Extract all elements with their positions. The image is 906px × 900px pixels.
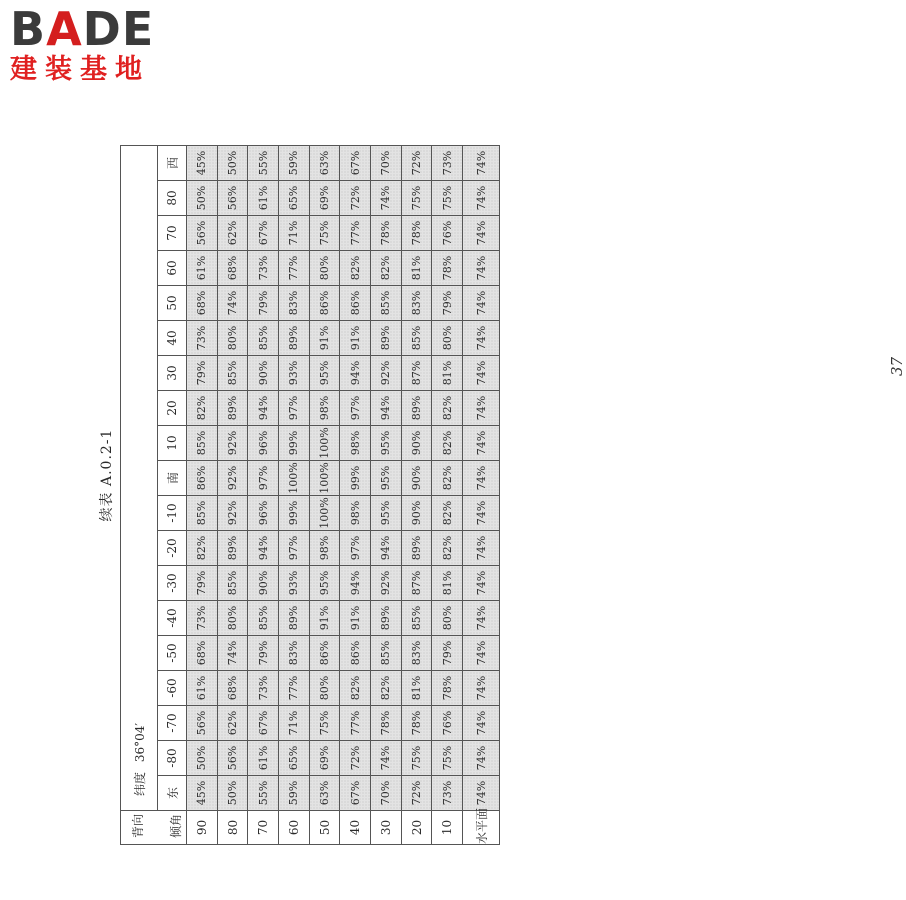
table-cell: 74%	[463, 321, 500, 356]
table-cell: 79%	[187, 356, 218, 391]
table-cell: 67%	[340, 776, 371, 811]
table-cell: 63%	[309, 146, 340, 181]
table-cell: 61%	[248, 181, 279, 216]
table-cell: 85%	[248, 601, 279, 636]
direction-header: 30	[158, 356, 187, 391]
table-cell: 79%	[248, 636, 279, 671]
table-cell: 79%	[432, 636, 463, 671]
table-cell: 65%	[279, 181, 310, 216]
table-cell: 75%	[401, 741, 432, 776]
table-row	[248, 146, 279, 845]
table-cell: 89%	[279, 321, 310, 356]
table-cell: 92%	[217, 426, 248, 461]
table-cell: 92%	[371, 356, 402, 391]
table-cell: 98%	[340, 496, 371, 531]
table-cell: 97%	[340, 391, 371, 426]
table-cell: 74%	[371, 741, 402, 776]
table-cell: 72%	[340, 741, 371, 776]
table-cell: 61%	[187, 671, 218, 706]
table-cell: 74%	[463, 251, 500, 286]
table-cell: 83%	[401, 636, 432, 671]
table-cell: 90%	[401, 496, 432, 531]
table-cell: 68%	[187, 636, 218, 671]
table-cell: 82%	[371, 251, 402, 286]
table-cell: 91%	[340, 601, 371, 636]
table-cell: 72%	[401, 776, 432, 811]
table-cell: 93%	[279, 566, 310, 601]
table-cell: 77%	[279, 251, 310, 286]
table-cell: 74%	[217, 286, 248, 321]
table-cell: 85%	[187, 496, 218, 531]
table-cell: 85%	[217, 566, 248, 601]
table-cell: 74%	[463, 461, 500, 496]
table-cell: 90%	[248, 356, 279, 391]
table-cell: 73%	[432, 146, 463, 181]
table-cell: 78%	[371, 216, 402, 251]
table-cell: 89%	[279, 601, 310, 636]
table-cell: 95%	[371, 461, 402, 496]
table-cell: 89%	[217, 391, 248, 426]
table-cell: 63%	[309, 776, 340, 811]
table-cell: 81%	[401, 251, 432, 286]
table-cell: 80%	[309, 671, 340, 706]
table-cell: 74%	[463, 776, 500, 811]
table-cell: 74%	[463, 741, 500, 776]
table-cell: 79%	[432, 286, 463, 321]
table-cell: 80%	[432, 321, 463, 356]
row-label: 90	[187, 811, 218, 845]
table-cell: 97%	[279, 531, 310, 566]
direction-header: -50	[158, 636, 187, 671]
table-cell: 76%	[432, 706, 463, 741]
table-cell: 74%	[463, 671, 500, 706]
table-cell: 91%	[309, 321, 340, 356]
table-row	[432, 146, 463, 845]
table-cell: 79%	[248, 286, 279, 321]
table-cell: 69%	[309, 741, 340, 776]
table-cell: 80%	[309, 251, 340, 286]
table-cell: 68%	[217, 251, 248, 286]
direction-header: 50	[158, 286, 187, 321]
table-cell: 56%	[217, 741, 248, 776]
table-cell: 89%	[371, 321, 402, 356]
brand-logo	[10, 4, 154, 86]
table-cell: 74%	[463, 216, 500, 251]
row-label: 40	[340, 811, 371, 845]
direction-header: -20	[158, 531, 187, 566]
table-cell: 59%	[279, 146, 310, 181]
row-label: 10	[432, 811, 463, 845]
table-cell: 94%	[371, 391, 402, 426]
table-cell: 89%	[217, 531, 248, 566]
table-row	[340, 146, 371, 845]
table-cell: 83%	[279, 636, 310, 671]
table-row	[309, 146, 340, 845]
latitude-label: 纬度	[132, 771, 147, 796]
table-row	[279, 146, 310, 845]
table-cell: 68%	[187, 286, 218, 321]
table-cell: 67%	[248, 706, 279, 741]
table-cell: 83%	[279, 286, 310, 321]
table-cell: 85%	[401, 601, 432, 636]
table-row	[217, 146, 248, 845]
table-cell: 74%	[217, 636, 248, 671]
table-cell: 87%	[401, 356, 432, 391]
table-cell: 91%	[309, 601, 340, 636]
direction-header: -60	[158, 671, 187, 706]
direction-header: 40	[158, 321, 187, 356]
table-cell: 86%	[187, 461, 218, 496]
table-cell: 78%	[371, 706, 402, 741]
table-cell: 100%	[309, 461, 340, 496]
table-cell: 82%	[340, 251, 371, 286]
table-cell: 97%	[279, 391, 310, 426]
table-cell: 81%	[401, 671, 432, 706]
table-cell: 90%	[401, 426, 432, 461]
table-cell: 100%	[279, 461, 310, 496]
table-cell: 92%	[217, 496, 248, 531]
table-cell: 50%	[187, 741, 218, 776]
table-cell: 78%	[401, 706, 432, 741]
row-label: 20	[401, 811, 432, 845]
table-cell: 93%	[279, 356, 310, 391]
table-cell: 75%	[309, 706, 340, 741]
direction-header: 80	[158, 181, 187, 216]
direction-header: -70	[158, 706, 187, 741]
page-number: 37	[888, 356, 906, 376]
table-cell: 98%	[340, 426, 371, 461]
table-cell: 82%	[432, 391, 463, 426]
table-cell: 95%	[309, 566, 340, 601]
corner-top-label: 背向	[131, 813, 145, 838]
latitude-header	[121, 146, 158, 811]
table-cell: 74%	[463, 531, 500, 566]
data-table	[120, 145, 500, 845]
latitude-value: 36°04′	[132, 722, 147, 763]
table-cell: 73%	[248, 251, 279, 286]
table-cell: 82%	[187, 391, 218, 426]
table-cell: 50%	[217, 776, 248, 811]
table-cell: 92%	[371, 566, 402, 601]
table-cell: 82%	[432, 496, 463, 531]
table-cell: 73%	[432, 776, 463, 811]
direction-header: 20	[158, 391, 187, 426]
table-cell: 74%	[463, 146, 500, 181]
table-cell: 78%	[432, 671, 463, 706]
table-cell: 98%	[309, 391, 340, 426]
table-cell: 82%	[187, 531, 218, 566]
table-cell: 67%	[248, 216, 279, 251]
table-row	[463, 146, 500, 845]
table-cell: 94%	[248, 531, 279, 566]
table-cell: 56%	[217, 181, 248, 216]
table-cell: 70%	[371, 146, 402, 181]
table-cell: 73%	[187, 321, 218, 356]
table-cell: 74%	[463, 636, 500, 671]
table-cell: 73%	[248, 671, 279, 706]
table-cell: 99%	[279, 496, 310, 531]
table-row	[401, 146, 432, 845]
direction-header: -10	[158, 496, 187, 531]
direction-header: 70	[158, 216, 187, 251]
table-cell: 68%	[217, 671, 248, 706]
table-cell: 80%	[217, 601, 248, 636]
table-cell: 78%	[432, 251, 463, 286]
table-cell: 86%	[309, 286, 340, 321]
table-cell: 70%	[371, 776, 402, 811]
table-cell: 74%	[463, 181, 500, 216]
table-cell: 74%	[463, 286, 500, 321]
table-cell: 59%	[279, 776, 310, 811]
table-cell: 74%	[463, 356, 500, 391]
table-cell: 71%	[279, 706, 310, 741]
table-cell: 85%	[248, 321, 279, 356]
table-cell: 85%	[401, 321, 432, 356]
table-cell: 75%	[401, 181, 432, 216]
table-cell: 87%	[401, 566, 432, 601]
table-cell: 95%	[371, 426, 402, 461]
table-caption: 续表 A.0.2-1	[99, 428, 115, 522]
table-cell: 74%	[463, 496, 500, 531]
table-cell: 61%	[248, 741, 279, 776]
table-cell: 79%	[187, 566, 218, 601]
direction-header-row	[158, 146, 187, 845]
table-cell: 80%	[217, 321, 248, 356]
table-cell: 75%	[309, 216, 340, 251]
row-label: 60	[279, 811, 310, 845]
logo-letter: D	[82, 2, 122, 56]
table-cell: 94%	[340, 566, 371, 601]
table-cell: 77%	[279, 671, 310, 706]
table-cell: 65%	[279, 741, 310, 776]
table-cell: 94%	[248, 391, 279, 426]
table-cell: 100%	[309, 426, 340, 461]
table-cell: 86%	[340, 286, 371, 321]
logo-wordmark	[10, 4, 154, 54]
table-cell: 95%	[371, 496, 402, 531]
table-cell: 85%	[187, 426, 218, 461]
row-label: 70	[248, 811, 279, 845]
direction-header: -40	[158, 601, 187, 636]
table-cell: 74%	[371, 181, 402, 216]
table-cell: 91%	[340, 321, 371, 356]
table-cell: 74%	[463, 601, 500, 636]
table-cell: 82%	[340, 671, 371, 706]
table-cell: 55%	[248, 146, 279, 181]
table-cell: 94%	[371, 531, 402, 566]
table-cell: 100%	[309, 496, 340, 531]
table-cell: 85%	[217, 356, 248, 391]
table-cell: 50%	[187, 181, 218, 216]
table-cell: 45%	[187, 146, 218, 181]
table-cell: 83%	[401, 286, 432, 321]
direction-header: 60	[158, 251, 187, 286]
table-cell: 73%	[187, 601, 218, 636]
direction-header: 南	[158, 461, 187, 496]
direction-header: -80	[158, 741, 187, 776]
table-cell: 80%	[432, 601, 463, 636]
row-label: 80	[217, 811, 248, 845]
logo-letter: B	[10, 2, 47, 56]
table-cell: 62%	[217, 216, 248, 251]
row-label: 50	[309, 811, 340, 845]
logo-subtitle: 建装基地	[10, 54, 150, 85]
table-cell: 77%	[340, 706, 371, 741]
table-cell: 89%	[401, 391, 432, 426]
table-cell: 76%	[432, 216, 463, 251]
table-cell: 67%	[340, 146, 371, 181]
table-cell: 69%	[309, 181, 340, 216]
table-cell: 50%	[217, 146, 248, 181]
corner-header	[121, 811, 187, 845]
table-cell: 71%	[279, 216, 310, 251]
table-cell: 85%	[371, 286, 402, 321]
table-cell: 85%	[371, 636, 402, 671]
logo-letter-accent: A	[46, 2, 83, 56]
table-cell: 55%	[248, 776, 279, 811]
rotated-page-content	[80, 90, 906, 860]
table-cell: 62%	[217, 706, 248, 741]
table-cell: 89%	[371, 601, 402, 636]
corner-row-label: 倾角	[169, 813, 183, 838]
table-cell: 94%	[340, 356, 371, 391]
table-cell: 56%	[187, 216, 218, 251]
logo-letter: E	[121, 2, 155, 56]
table-cell: 75%	[432, 181, 463, 216]
table-cell: 81%	[432, 356, 463, 391]
row-label: 水平面	[463, 811, 500, 845]
table-cell: 82%	[432, 426, 463, 461]
table-cell: 61%	[187, 251, 218, 286]
direction-header: 西	[158, 146, 187, 181]
table-cell: 75%	[432, 741, 463, 776]
direction-header: -30	[158, 566, 187, 601]
table-cell: 74%	[463, 391, 500, 426]
table-cell: 92%	[217, 461, 248, 496]
row-label: 30	[371, 811, 402, 845]
table-cell: 97%	[248, 461, 279, 496]
table-cell: 74%	[463, 566, 500, 601]
table-cell: 89%	[401, 531, 432, 566]
table-cell: 82%	[432, 531, 463, 566]
table-cell: 56%	[187, 706, 218, 741]
table-cell: 45%	[187, 776, 218, 811]
table-cell: 81%	[432, 566, 463, 601]
table-cell: 99%	[279, 426, 310, 461]
table-cell: 98%	[309, 531, 340, 566]
table-cell: 74%	[463, 706, 500, 741]
table-cell: 90%	[401, 461, 432, 496]
table-cell: 82%	[432, 461, 463, 496]
table-cell: 77%	[340, 216, 371, 251]
direction-header: 东	[158, 776, 187, 811]
table-cell: 97%	[340, 531, 371, 566]
table-cell: 78%	[401, 216, 432, 251]
table-cell: 72%	[401, 146, 432, 181]
table-cell: 82%	[371, 671, 402, 706]
table-row	[187, 146, 218, 845]
table-cell: 86%	[309, 636, 340, 671]
table-cell: 86%	[340, 636, 371, 671]
table-row	[371, 146, 402, 845]
direction-header: 10	[158, 426, 187, 461]
table-cell: 72%	[340, 181, 371, 216]
table-cell: 96%	[248, 496, 279, 531]
table-cell: 99%	[340, 461, 371, 496]
table-cell: 95%	[309, 356, 340, 391]
table-cell: 74%	[463, 426, 500, 461]
table-cell: 96%	[248, 426, 279, 461]
table-cell: 90%	[248, 566, 279, 601]
